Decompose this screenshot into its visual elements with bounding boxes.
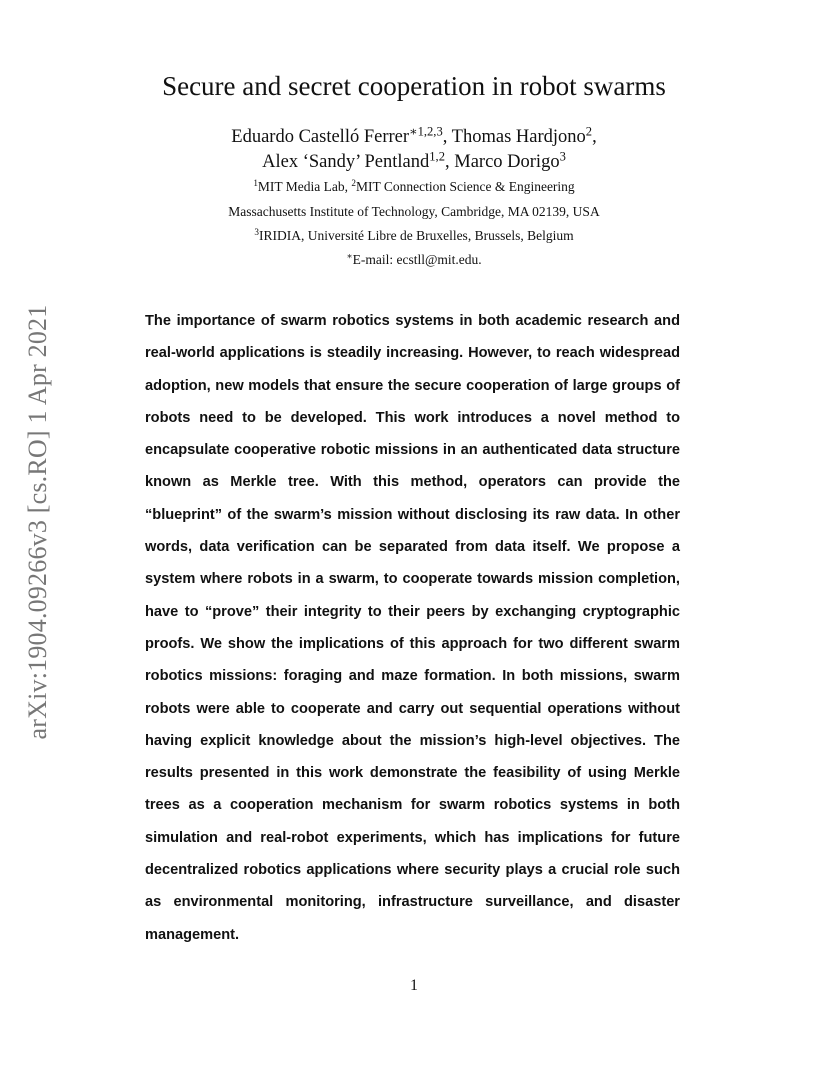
page-number: 1 xyxy=(410,977,418,994)
author-name: Eduardo Castelló Ferrer xyxy=(231,127,410,147)
author-separator: , xyxy=(592,127,597,147)
author-affiliation-marker: ∗1,2,3 xyxy=(409,124,443,139)
author-separator: , xyxy=(445,152,455,172)
author-list xyxy=(0,125,828,175)
author-affiliation-marker: 3 xyxy=(559,149,566,164)
affiliation-marker: 2 xyxy=(351,178,356,189)
paper-title: Secure and secret cooperation in robot swarms xyxy=(162,71,666,101)
author-name: Alex ‘Sandy’ Pentland xyxy=(262,152,430,172)
author-separator: , xyxy=(442,127,452,147)
affiliation-line-2: Massachusetts Institute of Technology, Cambridge, MA 02139, USA xyxy=(228,204,600,219)
affiliation-line-1 xyxy=(0,178,828,196)
affiliation-text: IRIDIA, Université Libre de Bruxelles, Brussels, Belgium xyxy=(259,228,574,243)
arxiv-identifier: arXiv:1904.09266v3 [cs.RO] 1 Apr 2021 xyxy=(23,304,52,740)
email-text: E-mail: ecstll@mit.edu. xyxy=(352,252,482,267)
corresponding-marker: ∗ xyxy=(346,251,353,262)
affiliation-text: MIT Media Lab, xyxy=(257,179,352,194)
abstract-text: The importance of swarm robotics systems in both academic research and real-world applications is steadily increasing. However, to reach widespread adoption, new models that ensure the secure cooperation of large groups of robots need to be developed. This work introduces a novel method to encapsulate cooperative robotic missions in an authenticated data structure known as Merkle tree. With this method, operators can provide the “blueprint” of the swarm’s mission without disclosing its raw data. In other words, data verification can be separated from data itself. We propose a system where robots in a swarm, to cooperate towards mission completion, have to “prove” their integrity to their peers by exchanging cryptographic proofs. We show the implications of this approach for two different swarm robotics missions: foraging and maze formation. In both missions, swarm robots were able to cooperate and carry out sequential operations without having explicit knowledge about the mission’s high-level objectives. The results presented in this work demonstrate the feasibility of using Merkle trees as a cooperation mechanism for swarm robotics systems in both simulation and real-robot experiments, which has implications for future decentralized robotics applications where security plays a crucial role such as environmental monitoring, infrastructure surveillance, and disaster management. xyxy=(145,313,680,943)
affiliation-line-3 xyxy=(0,227,828,245)
affiliation-marker: 1 xyxy=(253,178,258,189)
author-line-1 xyxy=(0,125,828,150)
affiliation-marker: 3 xyxy=(254,227,259,238)
author-affiliation-marker: 2 xyxy=(585,124,593,139)
author-name: Thomas Hardjono xyxy=(451,127,586,147)
author-affiliation-marker: 1,2 xyxy=(429,149,445,164)
affiliation-text: MIT Connection Science & Engineering xyxy=(355,179,575,194)
corresponding-email xyxy=(0,251,828,269)
author-line-2 xyxy=(0,150,828,175)
author-name: Marco Dorigo xyxy=(454,152,560,172)
